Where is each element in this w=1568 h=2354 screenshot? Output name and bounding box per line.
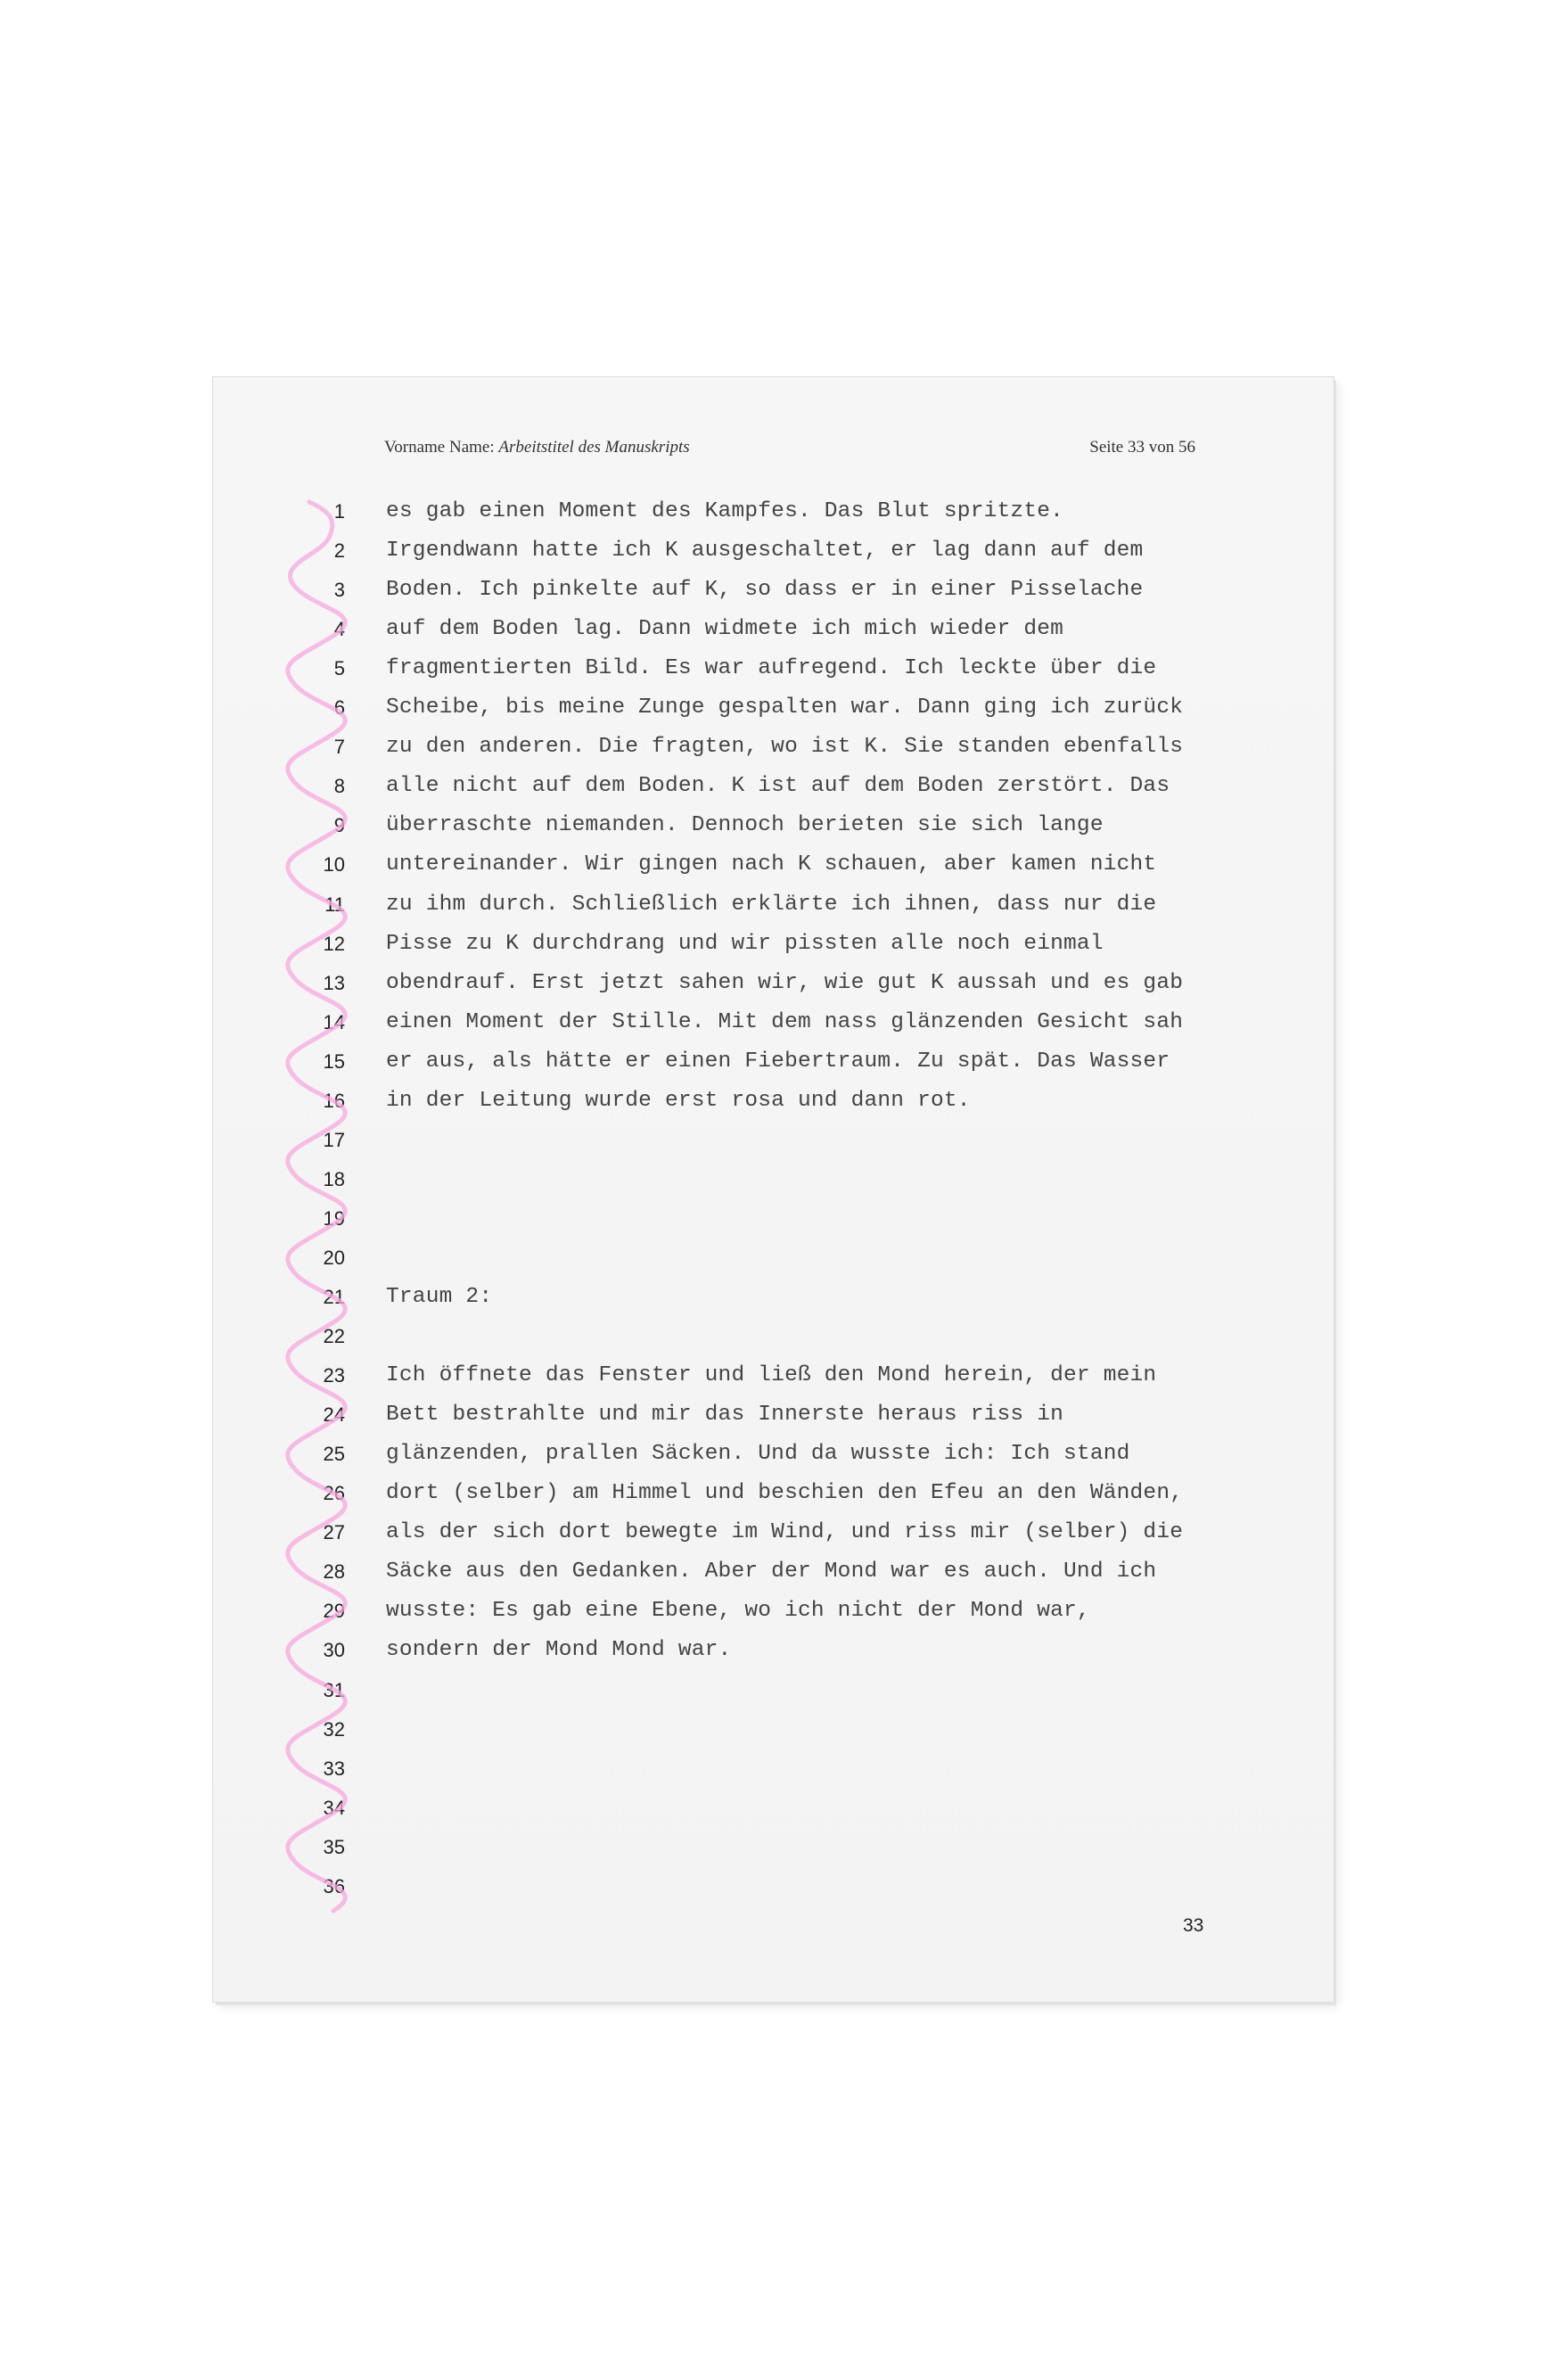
manuscript-line: obendrauf. Erst jetzt sahen wir, wie gut K aussah und es gab xyxy=(386,970,1184,995)
line-number-column xyxy=(213,377,356,2002)
manuscript-line: einen Moment der Stille. Mit dem nass glänzenden Gesicht sah xyxy=(386,1009,1184,1034)
line-number: 20 xyxy=(323,1246,345,1269)
line-number: 35 xyxy=(323,1835,345,1858)
manuscript-line: wusste: Es gab eine Ebene, wo ich nicht der Mond war, xyxy=(386,1599,1090,1624)
line-number: 29 xyxy=(323,1600,345,1623)
line-number: 36 xyxy=(323,1874,345,1897)
manuscript-line: dort (selber) am Himmel und beschien den Efeu an den Wänden, xyxy=(386,1481,1184,1506)
manuscript-line: Ich öffnete das Fenster und ließ den Mond herein, der mein xyxy=(386,1363,1157,1388)
line-number: 14 xyxy=(323,1010,345,1033)
working-title: Arbeitstitel des Manuskripts xyxy=(498,438,690,457)
manuscript-line: Bett bestrahlte und mir das Innerste heraus riss in xyxy=(386,1403,1064,1428)
line-number: 21 xyxy=(323,1286,345,1308)
line-number: 2 xyxy=(333,539,345,563)
manuscript-line: zu den anderen. Die fragten, wo ist K. Sie standen ebenfalls xyxy=(386,735,1184,760)
page-info: Seite 33 von 56 xyxy=(1089,438,1195,457)
line-number: 6 xyxy=(333,696,345,720)
line-number: 17 xyxy=(323,1128,345,1151)
manuscript-page xyxy=(213,377,1334,2002)
line-number: 15 xyxy=(323,1049,345,1073)
line-number: 32 xyxy=(323,1717,345,1741)
manuscript-line: Irgendwann hatte ich K ausgeschaltet, er lag dann auf dem xyxy=(386,539,1144,564)
line-number: 9 xyxy=(333,814,345,837)
line-number: 3 xyxy=(333,579,345,602)
manuscript-line: alle nicht auf dem Boden. K ist auf dem Boden zerstört. Das xyxy=(386,774,1170,799)
page-number-footer: 33 xyxy=(1183,1915,1204,1936)
manuscript-line: zu ihm durch. Schließlich erklärte ich ihnen, dass nur die xyxy=(386,892,1157,917)
line-number: 16 xyxy=(323,1089,345,1112)
line-number: 25 xyxy=(323,1443,345,1466)
line-number: 5 xyxy=(333,657,345,680)
line-number: 10 xyxy=(323,853,345,877)
line-number: 33 xyxy=(323,1757,345,1780)
manuscript-line: als der sich dort bewegte im Wind, und riss mir (selber) die xyxy=(386,1520,1184,1545)
line-number: 4 xyxy=(333,618,345,641)
manuscript-line: Säcke aus den Gedanken. Aber der Mond war es auch. Und ich xyxy=(386,1560,1157,1584)
line-number: 31 xyxy=(323,1678,345,1701)
manuscript-line: untereinander. Wir gingen nach K schauen, aber kamen nicht xyxy=(386,852,1157,877)
manuscript-line: glänzenden, prallen Säcken. Und da wusste ich: Ich stand xyxy=(386,1442,1130,1467)
manuscript-line: überraschte niemanden. Dennoch berieten sie sich lange xyxy=(386,813,1104,838)
manuscript-line: Pisse zu K durchdrang und wir pissten alle noch einmal xyxy=(386,931,1104,956)
line-number: 28 xyxy=(323,1560,345,1584)
line-number: 18 xyxy=(323,1167,345,1190)
line-number: 8 xyxy=(333,775,345,798)
manuscript-line: auf dem Boden lag. Dann widmete ich mich wieder dem xyxy=(386,617,1064,642)
manuscript-line: Traum 2: xyxy=(386,1285,493,1309)
line-number: 26 xyxy=(323,1482,345,1505)
line-number: 30 xyxy=(323,1639,345,1662)
manuscript-line: Scheibe, bis meine Zunge gespalten war. Dann ging ich zurück xyxy=(386,696,1184,720)
line-number: 1 xyxy=(333,500,345,523)
line-number: 27 xyxy=(323,1521,345,1544)
line-number: 13 xyxy=(323,971,345,994)
manuscript-line: Boden. Ich pinkelte auf K, so dass er in einer Pisselache xyxy=(386,578,1144,603)
manuscript-line: in der Leitung wurde erst rosa und dann rot. xyxy=(386,1088,971,1113)
author-name: Vorname Name: xyxy=(384,438,495,457)
manuscript-line: es gab einen Moment des Kampfes. Das Blut spritzte. xyxy=(386,499,1064,523)
line-number: 19 xyxy=(323,1206,345,1230)
line-number: 11 xyxy=(324,893,345,916)
line-number: 24 xyxy=(323,1403,345,1427)
line-number: 34 xyxy=(323,1796,345,1819)
manuscript-line: sondern der Mond Mond war. xyxy=(386,1638,732,1663)
line-number: 22 xyxy=(323,1325,345,1348)
manuscript-line: er aus, als hätte er einen Fiebertraum. Zu spät. Das Wasser xyxy=(386,1049,1170,1074)
manuscript-line: fragmentierten Bild. Es war aufregend. Ich leckte über die xyxy=(386,656,1157,681)
line-number: 12 xyxy=(323,932,345,955)
line-number: 7 xyxy=(333,736,345,759)
line-number: 23 xyxy=(323,1364,345,1387)
page-header-left xyxy=(384,438,690,457)
